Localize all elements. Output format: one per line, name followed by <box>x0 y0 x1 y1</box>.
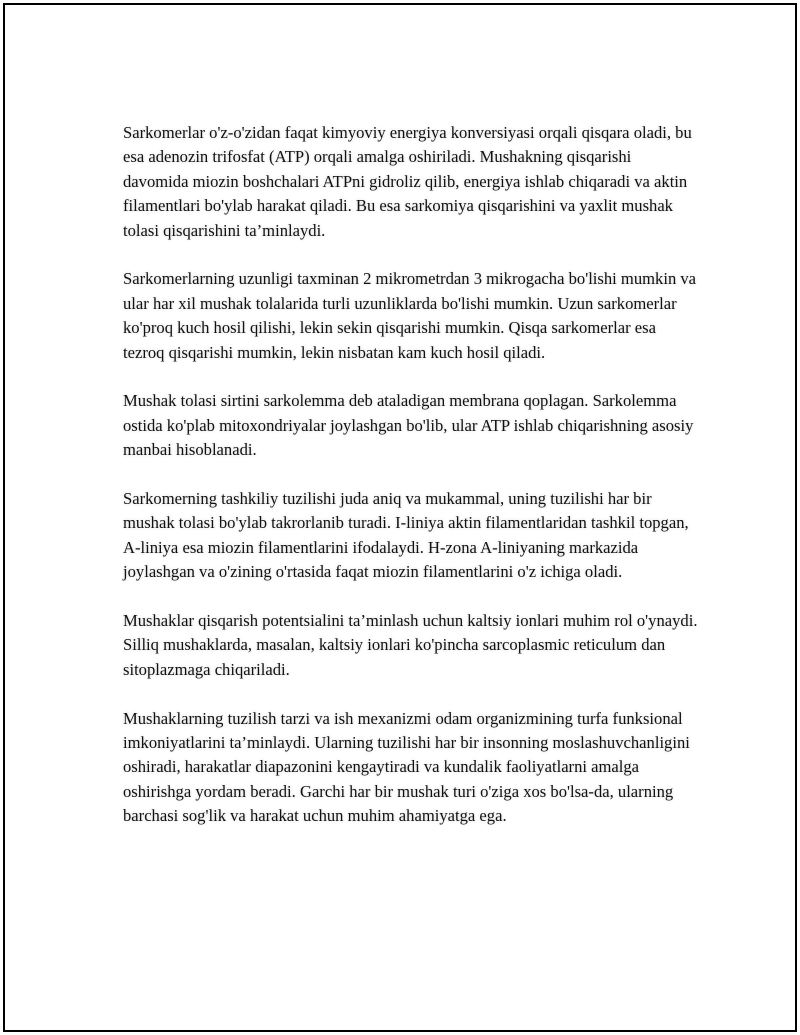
paragraph-muscle-function: Mushaklarning tuzilish tarzi va ish mexanizmi odam organizmining turfa funksional imkoniyatlarini ta’minlaydi. Ularning tuzilishi har bir insonning moslashuvchanligini oshiradi, harakatlar diapazonini kengaytiradi va kundalik faoliyatlarni amalga oshirishga yordam beradi. Garchi har bir mushak turi o'ziga xos bo'lsa-da, ularning barchasi sog'lik va harakat uchun muhim ahamiyatga ega. <box>123 708 690 826</box>
paragraph-sarcolemma: Mushak tolasi sirtini sarkolemma deb ataladigan membrana qoplagan. Sarkolemma ostida ko'plab mitoxondriyalar joylashgan bo'lib, ular ATP ishlab chiqarishning asosiy manbai hisoblanadi. <box>123 391 694 460</box>
paragraph-atp-contraction: Sarkomerlar o'z-o'zidan faqat kimyoviy energiya konversiyasi orqali qisqara oladi, bu esa adenozin trifosfat (ATP) orqali amalga oshiriladi. Mushakning qisqarishi davomida miozin boshchalari ATPni gidroliz qilib, energiya ishlab chiqaradi va aktin filamentlari bo'ylab harakat qiladi. Bu esa sarkomiya qisqarishini va yaxlit mushak tolasi qisqarishini ta’minlaydi. <box>123 123 692 240</box>
paragraph-calcium-ions: Mushaklar qisqarish potentsialini ta’minlash uchun kaltsiy ionlari muhim rol o'ynaydi. Silliq mushaklarda, masalan, kaltsiy ionlari ko'pincha sarcoplasmic reticulum dan sitoplazmaga chiqariladi. <box>123 611 698 679</box>
page-border <box>3 3 797 1032</box>
document-body <box>123 121 698 853</box>
paragraph-sarcomere-structure: Sarkomerning tashkiliy tuzilishi juda aniq va mukammal, uning tuzilishi har bir mushak tolasi bo'ylab takrorlanib turadi. I-liniya aktin filamentlaridan tashkil topgan, A-liniya esa miozin filamentlarini ifodalaydi. H-zona A-liniyaning markazida joylashgan va o'zining o'rtasida faqat miozin filamentlarini o'z ichiga oladi. <box>123 489 689 582</box>
paragraph-sarcomere-length: Sarkomerlarning uzunligi taxminan 2 mikrometrdan 3 mikrogacha bo'lishi mumkin va ular har xil mushak tolalarida turli uzunliklarda bo'lishi mumkin. Uzun sarkomerlar ko'proq kuch hosil qilishi, lekin sekin qisqarishi mumkin. Qisqa sarkomerlar esa tezroq qisqarishi mumkin, lekin nisbatan kam kuch hosil qiladi. <box>123 269 697 362</box>
